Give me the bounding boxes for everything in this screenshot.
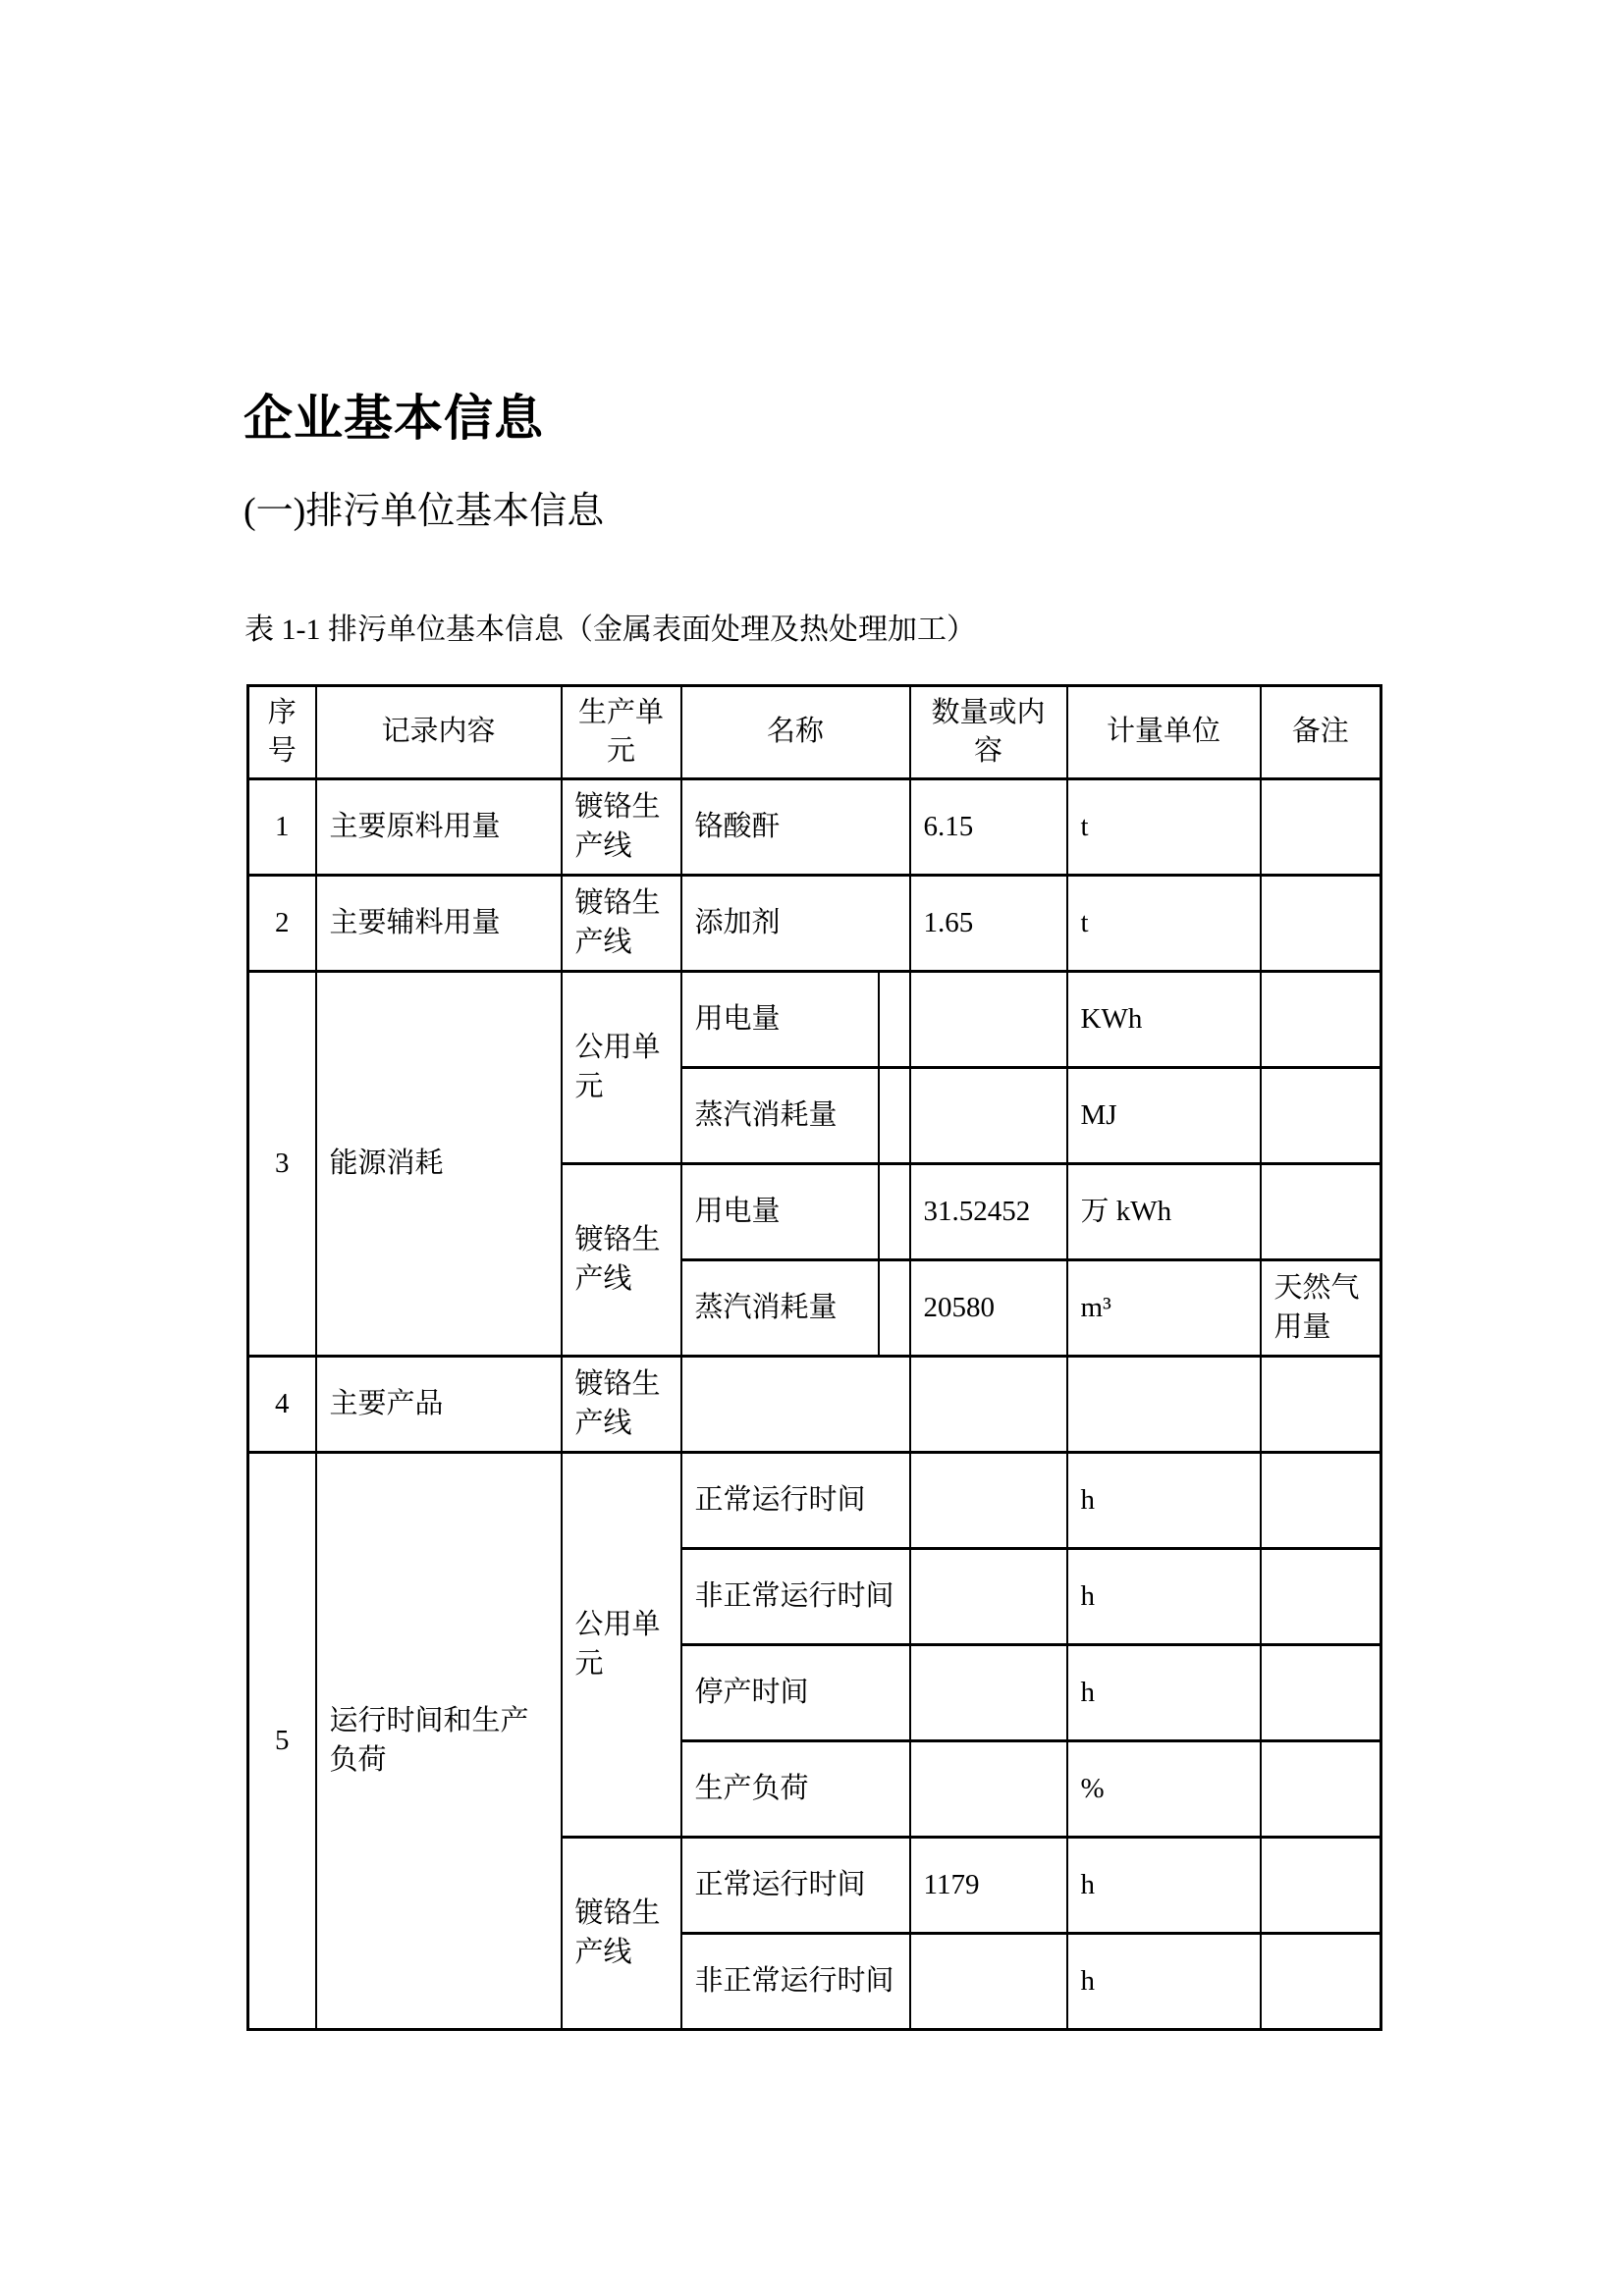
measure-cell: MJ bbox=[1067, 1068, 1261, 1164]
measure-cell: m³ bbox=[1067, 1260, 1261, 1357]
table-row bbox=[248, 779, 1381, 876]
header-cell-measure: 计量单位 bbox=[1067, 686, 1261, 779]
name-cell: 停产时间 bbox=[681, 1645, 910, 1741]
name-cell: 正常运行时间 bbox=[681, 1838, 910, 1934]
header-cell-quantity: 数量或内容 bbox=[910, 686, 1067, 779]
name-cell: 铬酸酐 bbox=[681, 779, 910, 876]
record-cell: 主要辅料用量 bbox=[316, 876, 562, 972]
quantity-cell: 1179 bbox=[910, 1838, 1067, 1934]
measure-cell: t bbox=[1067, 779, 1261, 876]
measure-cell: t bbox=[1067, 876, 1261, 972]
measure-cell: h bbox=[1067, 1838, 1261, 1934]
unit-cell: 公用单元 bbox=[562, 972, 681, 1164]
name-cell bbox=[681, 1357, 910, 1453]
quantity-cell bbox=[910, 1741, 1067, 1838]
basic-info-table bbox=[246, 684, 1382, 2031]
table-row bbox=[248, 1453, 1381, 1549]
measure-cell bbox=[1067, 1357, 1261, 1453]
record-cell: 主要原料用量 bbox=[316, 779, 562, 876]
note-cell bbox=[1261, 1838, 1381, 1934]
spacer-cell bbox=[879, 972, 910, 1068]
quantity-cell: 1.65 bbox=[910, 876, 1067, 972]
note-cell bbox=[1261, 1549, 1381, 1645]
name-cell: 蒸汽消耗量 bbox=[681, 1068, 879, 1164]
measure-cell: h bbox=[1067, 1549, 1261, 1645]
note-cell bbox=[1261, 1645, 1381, 1741]
name-cell: 非正常运行时间 bbox=[681, 1549, 910, 1645]
quantity-cell bbox=[910, 1453, 1067, 1549]
quantity-cell bbox=[910, 1645, 1067, 1741]
note-cell: 天然气用量 bbox=[1261, 1260, 1381, 1357]
section-heading: (一)排污单位基本信息 bbox=[244, 491, 605, 532]
header-cell-name: 名称 bbox=[681, 686, 910, 779]
quantity-cell bbox=[910, 972, 1067, 1068]
note-cell bbox=[1261, 1164, 1381, 1260]
measure-cell: % bbox=[1067, 1741, 1261, 1838]
quantity-cell bbox=[910, 1357, 1067, 1453]
record-cell: 主要产品 bbox=[316, 1357, 562, 1453]
measure-cell: 万 kWh bbox=[1067, 1164, 1261, 1260]
note-cell bbox=[1261, 779, 1381, 876]
note-cell bbox=[1261, 972, 1381, 1068]
unit-cell: 镀铬生产线 bbox=[562, 876, 681, 972]
table-row bbox=[248, 876, 1381, 972]
note-cell bbox=[1261, 1934, 1381, 2030]
note-cell bbox=[1261, 1357, 1381, 1453]
note-cell bbox=[1261, 1453, 1381, 1549]
page-title: 企业基本信息 bbox=[244, 391, 544, 446]
table-row bbox=[248, 972, 1381, 1068]
name-cell: 蒸汽消耗量 bbox=[681, 1260, 879, 1357]
header-cell-record: 记录内容 bbox=[316, 686, 562, 779]
header-cell-note: 备注 bbox=[1261, 686, 1381, 779]
name-cell: 用电量 bbox=[681, 972, 879, 1068]
unit-cell: 镀铬生产线 bbox=[562, 1164, 681, 1357]
name-cell: 生产负荷 bbox=[681, 1741, 910, 1838]
record-cell: 运行时间和生产负荷 bbox=[316, 1453, 562, 2030]
seq-cell: 1 bbox=[248, 779, 316, 876]
unit-cell: 公用单元 bbox=[562, 1453, 681, 1838]
table-caption: 表 1-1 排污单位基本信息（金属表面处理及热处理加工） bbox=[244, 614, 976, 646]
seq-cell: 3 bbox=[248, 972, 316, 1357]
spacer-cell bbox=[879, 1068, 910, 1164]
name-cell: 非正常运行时间 bbox=[681, 1934, 910, 2030]
note-cell bbox=[1261, 876, 1381, 972]
unit-cell: 镀铬生产线 bbox=[562, 1357, 681, 1453]
unit-cell: 镀铬生产线 bbox=[562, 779, 681, 876]
quantity-cell bbox=[910, 1934, 1067, 2030]
spacer-cell bbox=[879, 1164, 910, 1260]
quantity-cell: 20580 bbox=[910, 1260, 1067, 1357]
measure-cell: h bbox=[1067, 1934, 1261, 2030]
record-cell: 能源消耗 bbox=[316, 972, 562, 1357]
header-row bbox=[248, 686, 1381, 779]
measure-cell: KWh bbox=[1067, 972, 1261, 1068]
quantity-cell: 31.52452 bbox=[910, 1164, 1067, 1260]
seq-cell: 2 bbox=[248, 876, 316, 972]
measure-cell: h bbox=[1067, 1453, 1261, 1549]
table-row bbox=[248, 1357, 1381, 1453]
note-cell bbox=[1261, 1741, 1381, 1838]
quantity-cell: 6.15 bbox=[910, 779, 1067, 876]
spacer-cell bbox=[879, 1260, 910, 1357]
name-cell: 正常运行时间 bbox=[681, 1453, 910, 1549]
note-cell bbox=[1261, 1068, 1381, 1164]
seq-cell: 5 bbox=[248, 1453, 316, 2030]
unit-cell: 镀铬生产线 bbox=[562, 1838, 681, 2030]
quantity-cell bbox=[910, 1068, 1067, 1164]
header-cell-unit: 生产单元 bbox=[562, 686, 681, 779]
quantity-cell bbox=[910, 1549, 1067, 1645]
name-cell: 添加剂 bbox=[681, 876, 910, 972]
header-cell-seq: 序号 bbox=[248, 686, 316, 779]
seq-cell: 4 bbox=[248, 1357, 316, 1453]
name-cell: 用电量 bbox=[681, 1164, 879, 1260]
measure-cell: h bbox=[1067, 1645, 1261, 1741]
